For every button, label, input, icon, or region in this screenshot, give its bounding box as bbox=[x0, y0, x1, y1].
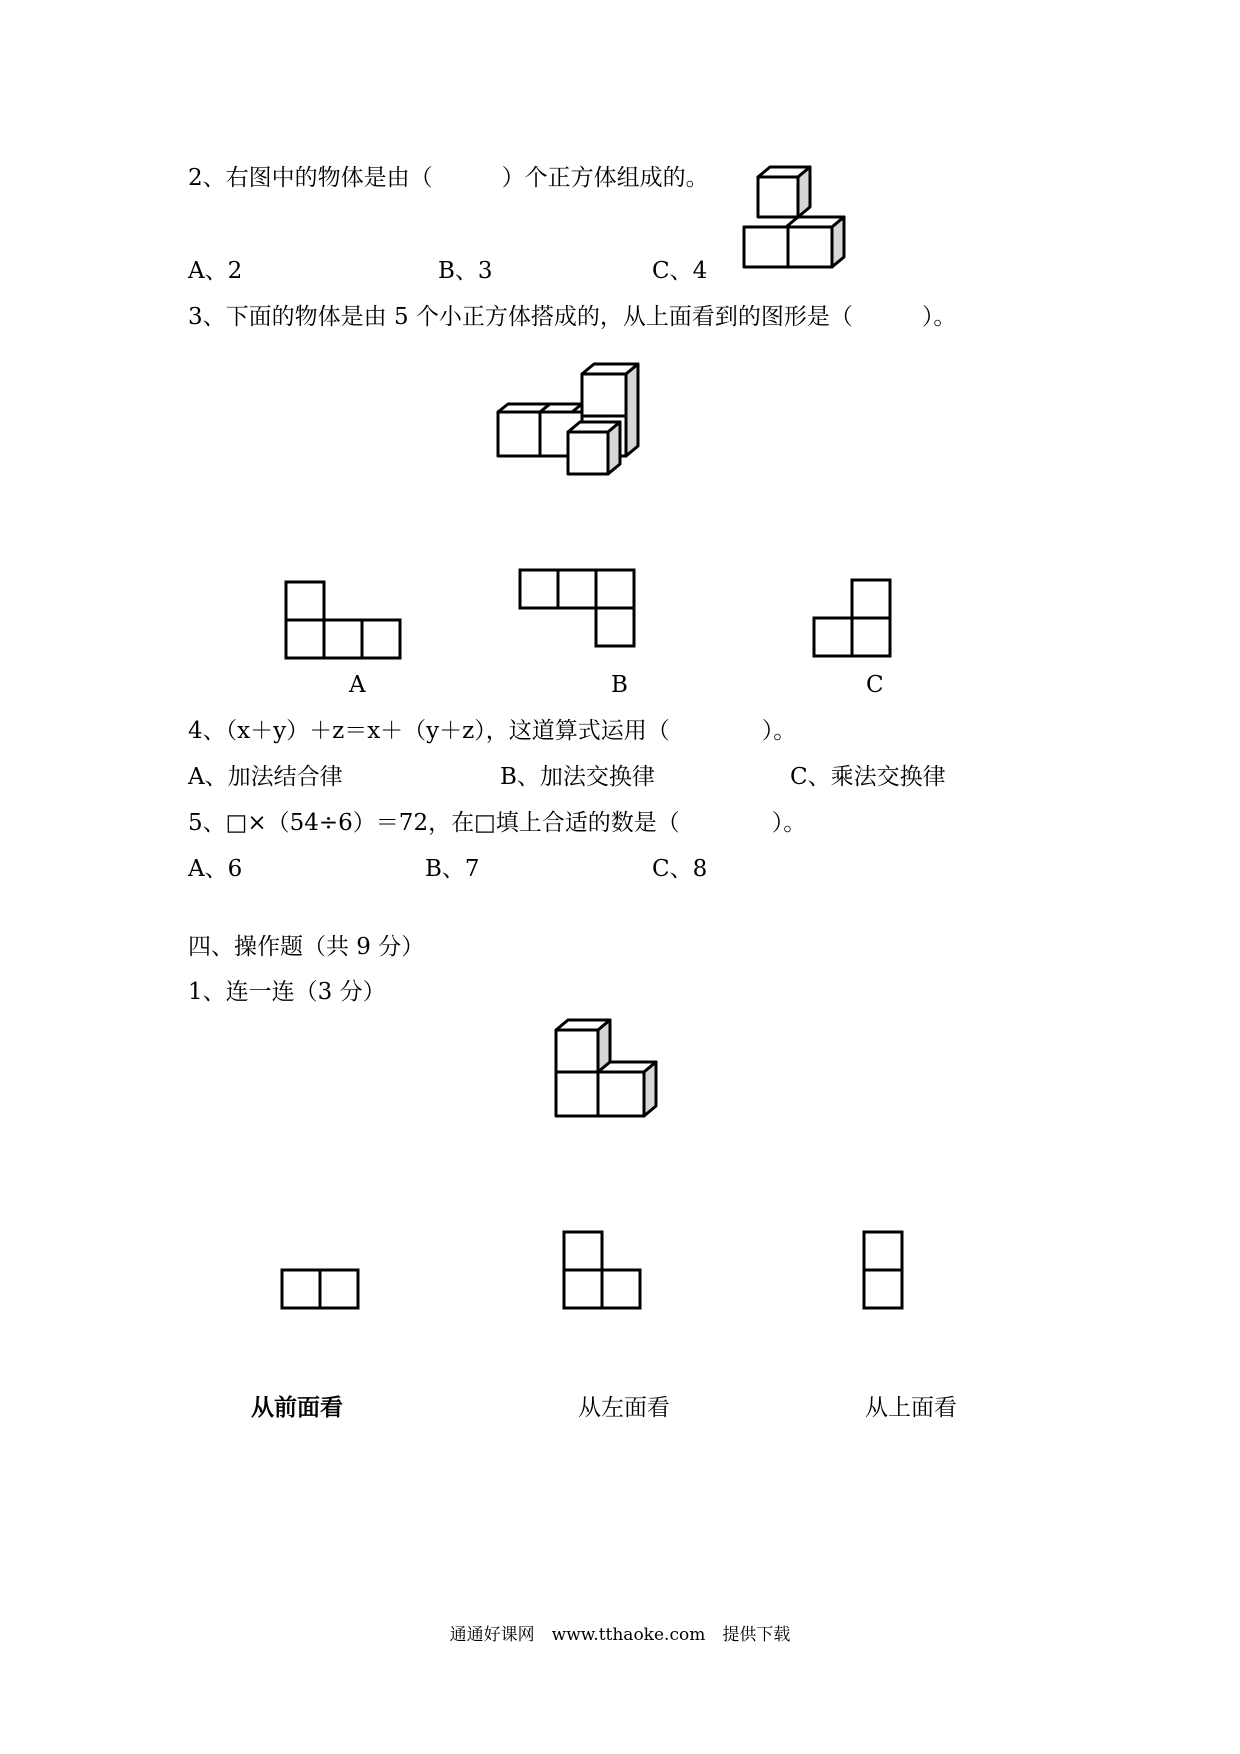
footer-text: 通通好课网 www.tthaoke.com 提供下载 bbox=[449, 1625, 791, 1645]
view-b-figure bbox=[562, 1230, 646, 1314]
q2-text: 2、右图中的物体是由（ ）个正方体组成的。 bbox=[188, 165, 709, 191]
section4-heading: 四、操作题（共 9 分） bbox=[188, 934, 425, 960]
view-label-front: 从前面看 bbox=[251, 1395, 343, 1421]
q5-option-c: C、8 bbox=[652, 856, 708, 882]
q2-option-a: A、2 bbox=[188, 258, 243, 284]
q5-option-b: B、7 bbox=[425, 856, 480, 882]
q5-option-a: A、6 bbox=[188, 856, 243, 882]
q3-choice-c-label: C bbox=[866, 672, 884, 698]
q3-choice-b-label: B bbox=[611, 672, 628, 698]
q2-option-c: C、4 bbox=[652, 258, 708, 284]
q2-option-b: B、3 bbox=[438, 258, 493, 284]
view-label-left: 从左面看 bbox=[578, 1395, 670, 1421]
section4-cube-figure bbox=[552, 1018, 662, 1122]
q4-text: 4、（x＋y）＋z＝x＋（y＋z），这道算式运用（ ）。 bbox=[188, 718, 797, 744]
q4-option-b: B、加法交换律 bbox=[500, 764, 655, 790]
q4-option-c: C、乘法交换律 bbox=[790, 764, 946, 790]
q3-choice-a-label: A bbox=[349, 672, 366, 698]
q4-option-a: A、加法结合律 bbox=[188, 764, 343, 790]
view-c-figure bbox=[862, 1230, 906, 1314]
q5-text: 5、□×（54÷6）＝72，在□填上合适的数是（ ）。 bbox=[188, 810, 807, 836]
q3-cube-figure bbox=[496, 362, 646, 482]
section4-q1-text: 1、连一连（3 分） bbox=[188, 979, 386, 1005]
view-label-top: 从上面看 bbox=[865, 1395, 957, 1421]
q2-cube-figure bbox=[740, 165, 850, 285]
q3-choice-c-figure bbox=[810, 578, 894, 662]
q3-text: 3、下面的物体是由 5 个小正方体搭成的，从上面看到的图形是（ ）。 bbox=[188, 304, 957, 330]
view-a-figure bbox=[280, 1268, 364, 1312]
q3-choice-a-figure bbox=[284, 580, 404, 664]
q3-choice-b-figure bbox=[518, 568, 638, 652]
